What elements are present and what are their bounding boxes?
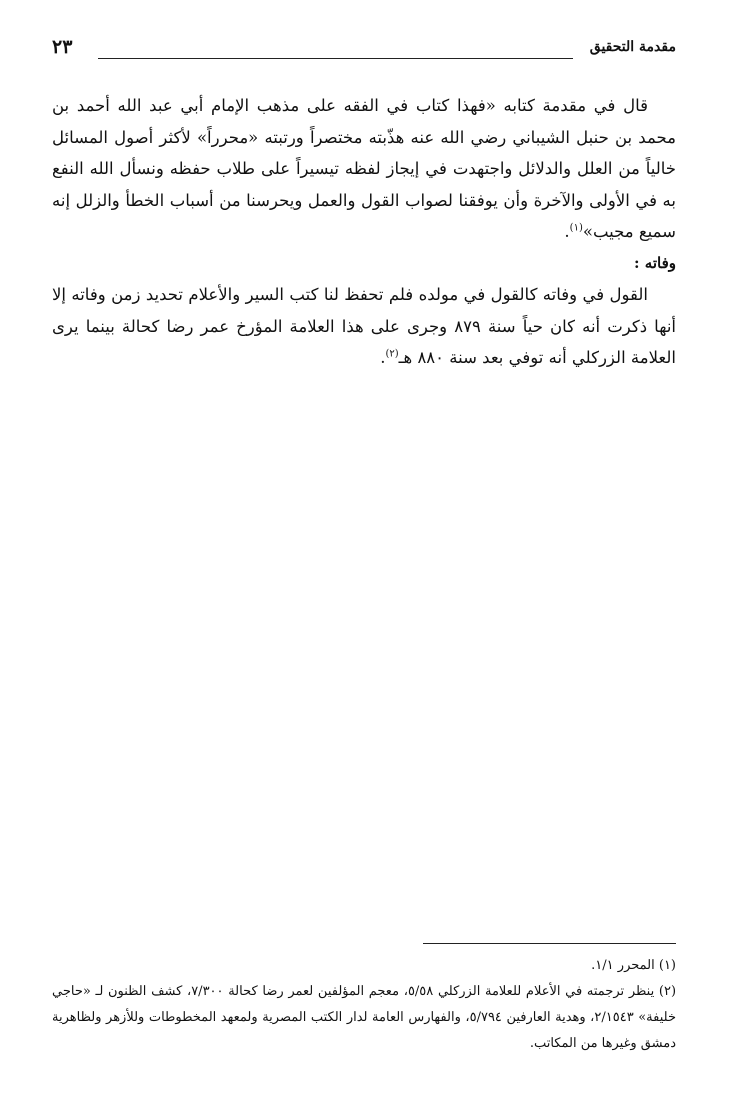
death-text: القول في وفاته كالقول في مولده فلم تحفظ لنا كتب السير والأعلام تحديد زمن وفاته إلا أنها ذكرت أنه كان حياً سنة ٨٧٩ وجرى على هذا العلامة المؤرخ عمر رضا كحالة بينما يرى العلامة الزركلي أنه توفي بعد سنة ٨٨٠ هـ: [52, 285, 676, 367]
intro-quote-text: قال في مقدمة كتابه «فهذا كتاب في الفقه على مذهب الإمام أبي عبد الله أحمد بن محمد بن حنبل الشيباني رضي الله عنه هذّبته مختصراً ورتبته «محرراً» لأكثر أصول المسائل خالياً من العلل والدلائل واجتهدت في إيجاز لفظه تيسيراً على طلاب حفظه ونسأل الله النفع به في الأولى والآخرة وأن يوفقنا لصواب القول والعمل ويحرسنا من أسباب الخطأ والزلل إنه سميع مجيب»: [52, 96, 676, 241]
footnote-ref-2: (٢): [385, 348, 399, 360]
footnotes: [52, 953, 676, 1057]
running-header: [52, 38, 676, 62]
death-paragraph: القول في وفاته كالقول في مولده فلم تحفظ لنا كتب السير والأعلام تحديد زمن وفاته إلا أنها ذكرت أنه كان حياً سنة ٨٧٩ وجرى على هذا العلامة المؤرخ عمر رضا كحالة بينما يرى العلامة الزركلي أنه توفي بعد سنة ٨٨٠ هـ$^{(٢)}$.: [52, 285, 676, 367]
footnote-ref-1: (١): [569, 222, 583, 234]
header-rule: [98, 58, 573, 59]
footnote-separator: [423, 943, 676, 944]
page-number: ٢٣: [52, 36, 73, 58]
intro-quote-paragraph: قال في مقدمة كتابه «فهذا كتاب في الفقه على مذهب الإمام أبي عبد الله أحمد بن محمد بن حنبل الشيباني رضي الله عنه هذّبته مختصراً ورتبته «محرراً» لأكثر أصول المسائل خالياً من العلل والدلائل واجتهدت في إيجاز لفظه تيسيراً على طلاب حفظه ونسأل الله النفع به في الأولى والآخرة وأن يوفقنا لصواب القول والعمل ويحرسنا من أسباب الخطأ والزلل إنه سميع مجيب»$^{(١)}$.: [52, 96, 676, 241]
main-text: [52, 90, 676, 374]
footnote-1: (١) المحرر ١/١.: [591, 958, 676, 973]
header-title: مقدمة التحقيق: [589, 39, 676, 55]
footnote-2: (٢) ينظر ترجمته في الأعلام للعلامة الزركلي ٥/٥٨، معجم المؤلفين لعمر رضا كحالة ٧/٣٠٠، كشف الظنون لـ «حاجي خليفة» ٢/١٥٤٣، وهدية العارفين ٥/٧٩٤، والفهارس العامة لدار الكتب المصرية ولمعهد المخطوطات وللأزهر ولظاهرية دمشق وغيرها من المكاتب.: [52, 984, 677, 1051]
section-heading: وفاته :: [634, 253, 676, 272]
